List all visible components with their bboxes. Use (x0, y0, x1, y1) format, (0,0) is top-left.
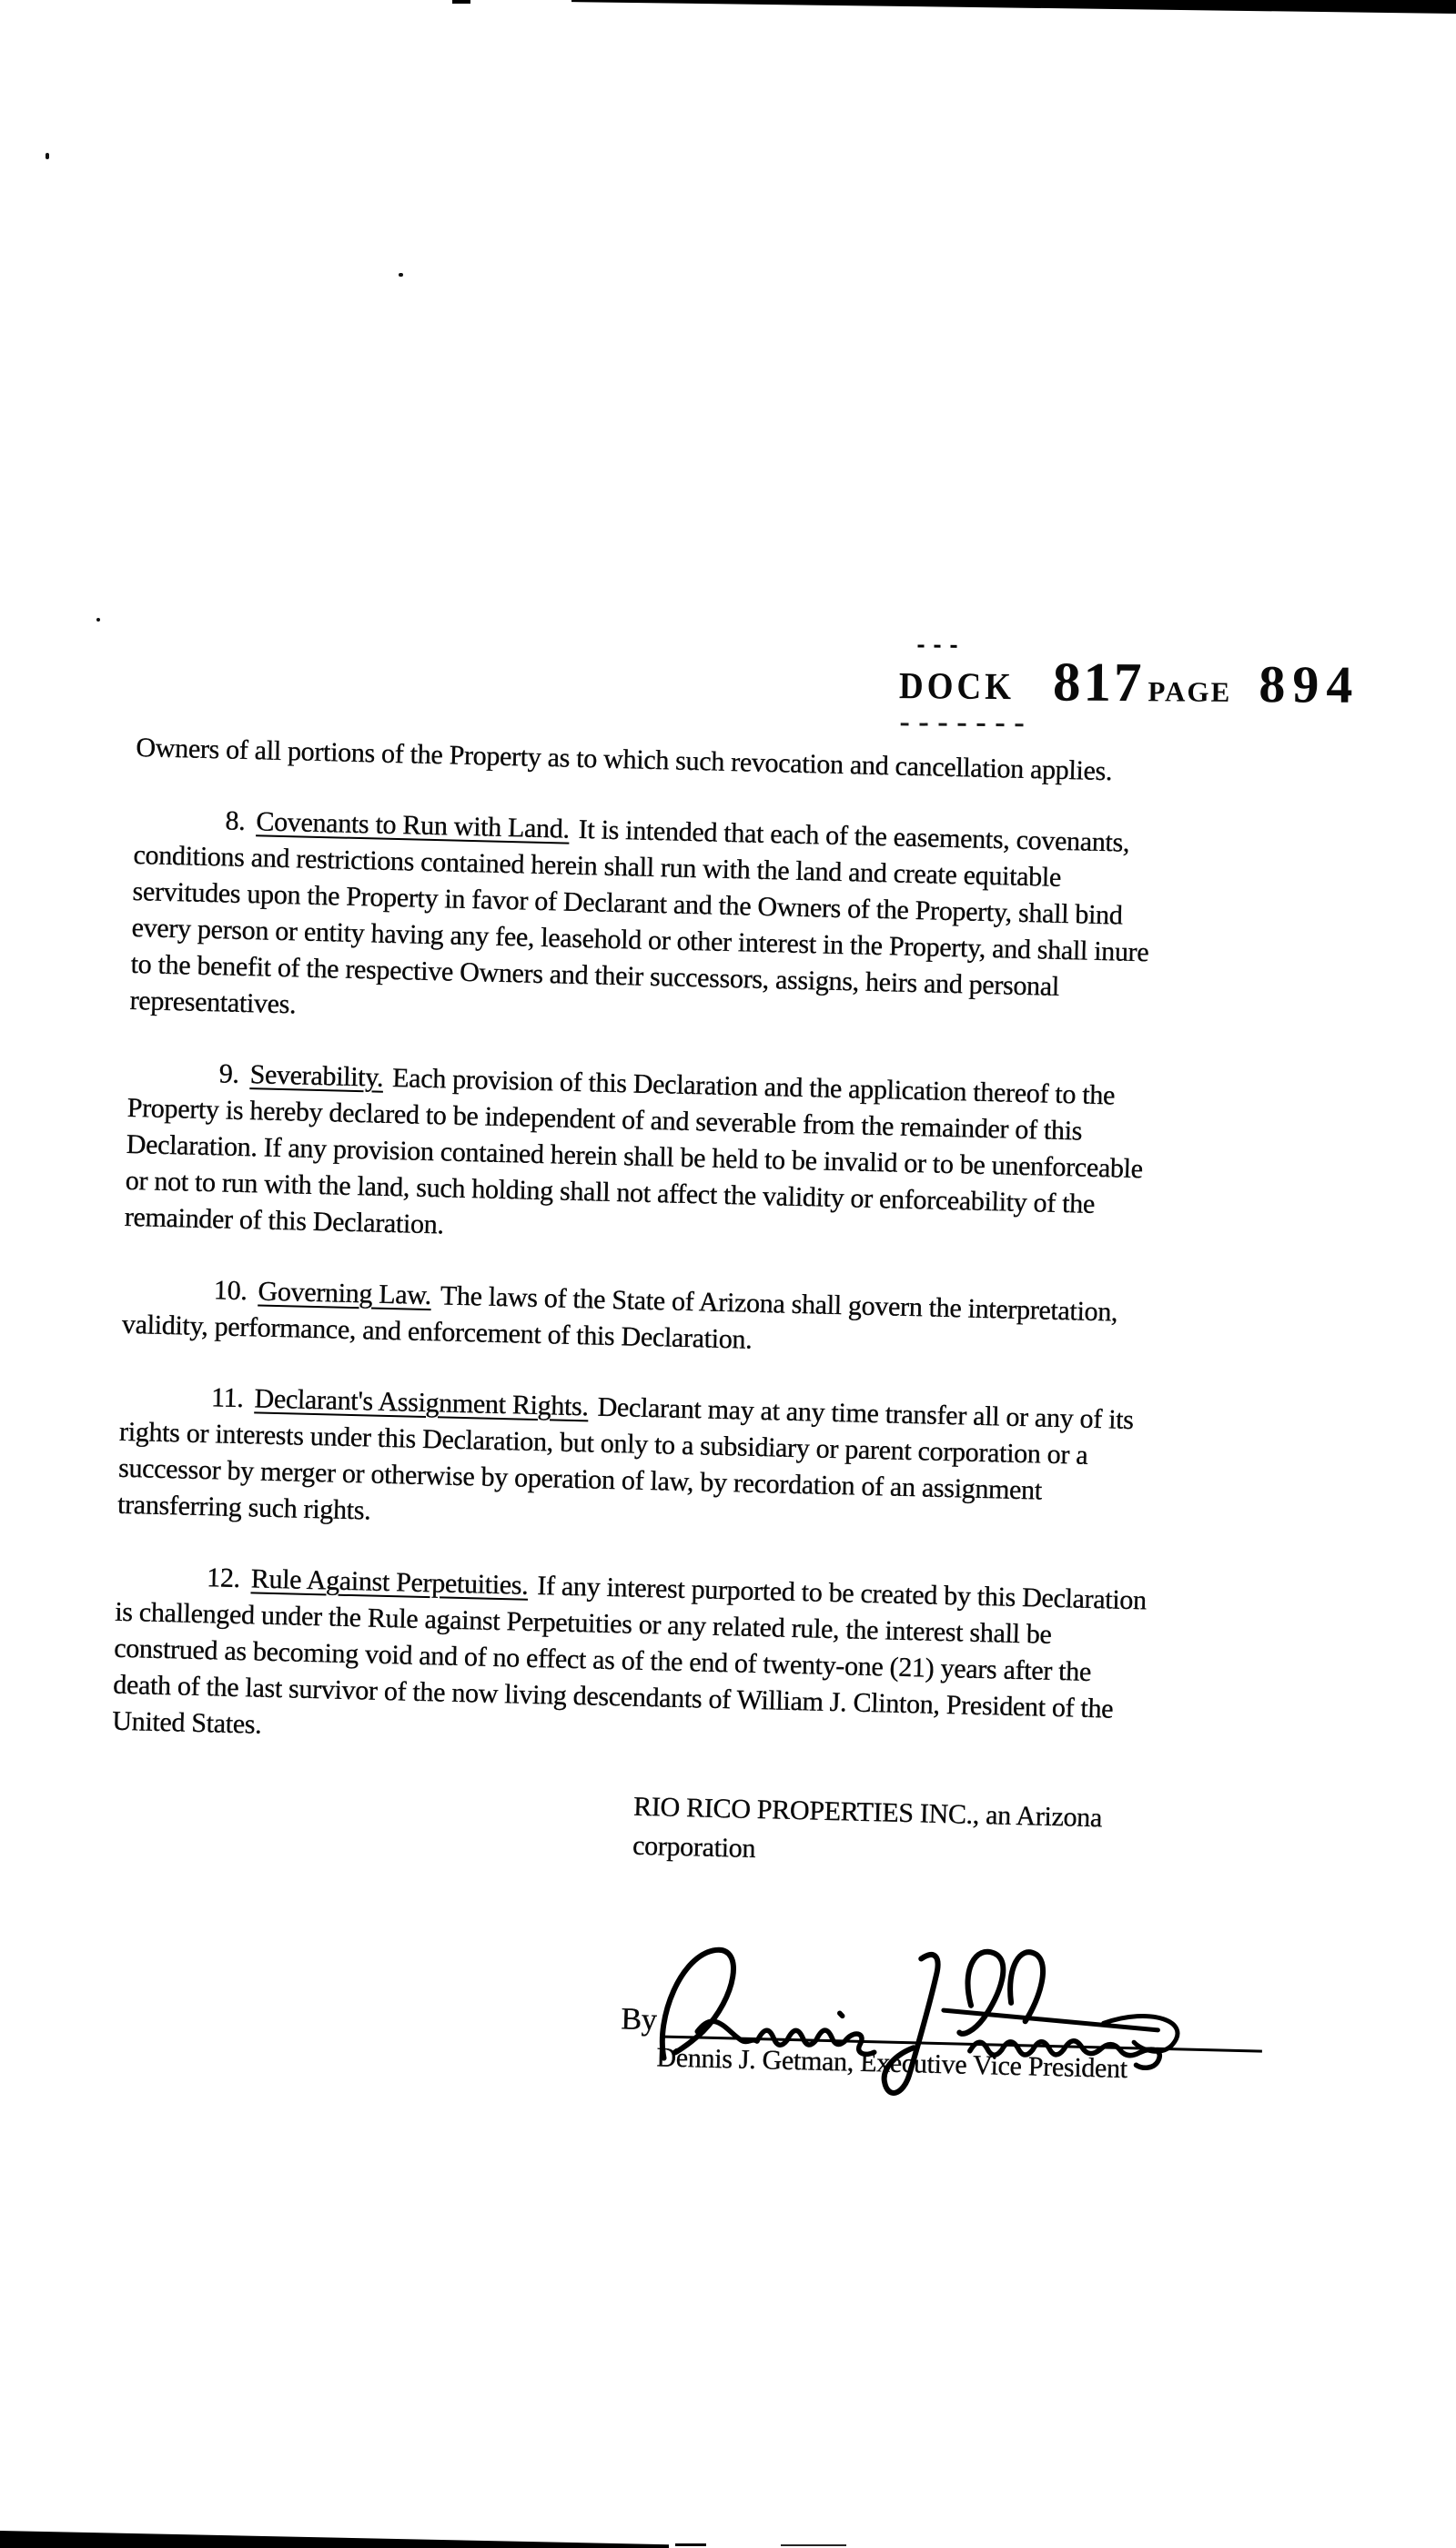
section-heading: Declarant's Assignment Rights. (254, 1383, 590, 1422)
section-9-paragraph (124, 1054, 1392, 1267)
page-label: PAGE (1148, 675, 1232, 708)
signer-name-title: Dennis J. Getman, Executive Vice President (656, 2042, 1128, 2085)
signature-block (620, 1993, 1263, 2090)
dock-label: DOCK (898, 665, 1016, 709)
company-name-block: RIO RICO PROPERTIES INC., an Arizona corporation (632, 1791, 1103, 1864)
section-12-paragraph (112, 1558, 1380, 1771)
scan-edge-artifact-bottom (0, 2531, 669, 2548)
dock-page-stamp-row (899, 650, 1360, 717)
section-number: 10. (213, 1275, 248, 1307)
scan-noise-dash-bottom (675, 2543, 706, 2546)
document-text (104, 730, 1400, 2094)
handwritten-signature (644, 1939, 1212, 2117)
scan-noise-speck (399, 273, 403, 277)
section-body: Declarant may at any time transfer all or any of its rights or interests under this Declaration, but only to a subsidiary or parent corporation or a successor by merger or otherwise by operation of law, by recordation of an assignment transferring such rights. (116, 1391, 1135, 1526)
scan-noise-dots (917, 645, 959, 648)
scan-noise-speck (46, 153, 49, 159)
section-10-paragraph (122, 1270, 1389, 1374)
scan-noise-dash-bottom (781, 2544, 846, 2546)
section-body: Each provision of this Declaration and the application thereof to the Property is hereby declared to be independent of and severable from the remainder of this Declaration. If any provision contained herein shall be held to be invalid or to be unenforceable or not to run with the land, such holding shall not affect the validity or enforceability of the remainder of this Declaration. (124, 1062, 1144, 1240)
continuation-paragraph: Owners of all portions of the Property as to which such revocation and cancellation applies. (136, 732, 1113, 787)
section-heading: Covenants to Run with Land. (256, 806, 571, 844)
scan-noise-dots (901, 723, 1034, 726)
scan-edge-artifact-top (571, 0, 1456, 14)
section-body: The laws of the State of Arizona shall govern the interpretation, validity, performance, and enforcement of this Declaration. (121, 1280, 1118, 1355)
section-number: 8. (225, 805, 246, 836)
recorder-stamp (898, 637, 1360, 740)
section-number: 9. (218, 1058, 240, 1089)
section-body: If any interest purported to be created by this Declaration is challenged under the Rule against Perpetuities or any related rule, the interest shall be construed as becoming void and of no effect as of the end of twenty-one (21) years after the death of the last survivor of the now living descendants of William J. Clinton, President of the United States. (111, 1571, 1148, 1740)
section-number: 12. (206, 1562, 241, 1594)
scan-noise-speck (96, 618, 100, 622)
page-number: 894 (1259, 654, 1360, 714)
section-number: 11. (210, 1382, 244, 1414)
section-body: It is intended that each of the easements, covenants, conditions and restrictions contained herein shall run with the land and create equitable servitudes upon the Property in favor of Declarant and the Owners of the Property, shall bind every person or entity having any fee, leasehold or other interest in the Property, and shall inure to the benefit of the respective Owners and their successors, assigns, heirs and personal representatives. (129, 814, 1149, 1020)
section-heading: Rule Against Perpetuities. (250, 1563, 529, 1601)
scan-noise-dash-top (452, 0, 470, 4)
section-8-paragraph (129, 801, 1399, 1050)
section-11-paragraph (117, 1378, 1385, 1554)
by-label: By (621, 2002, 658, 2037)
section-heading: Severability. (249, 1059, 384, 1093)
section-heading: Governing Law. (258, 1276, 432, 1311)
book-number: 817 (1052, 652, 1145, 714)
